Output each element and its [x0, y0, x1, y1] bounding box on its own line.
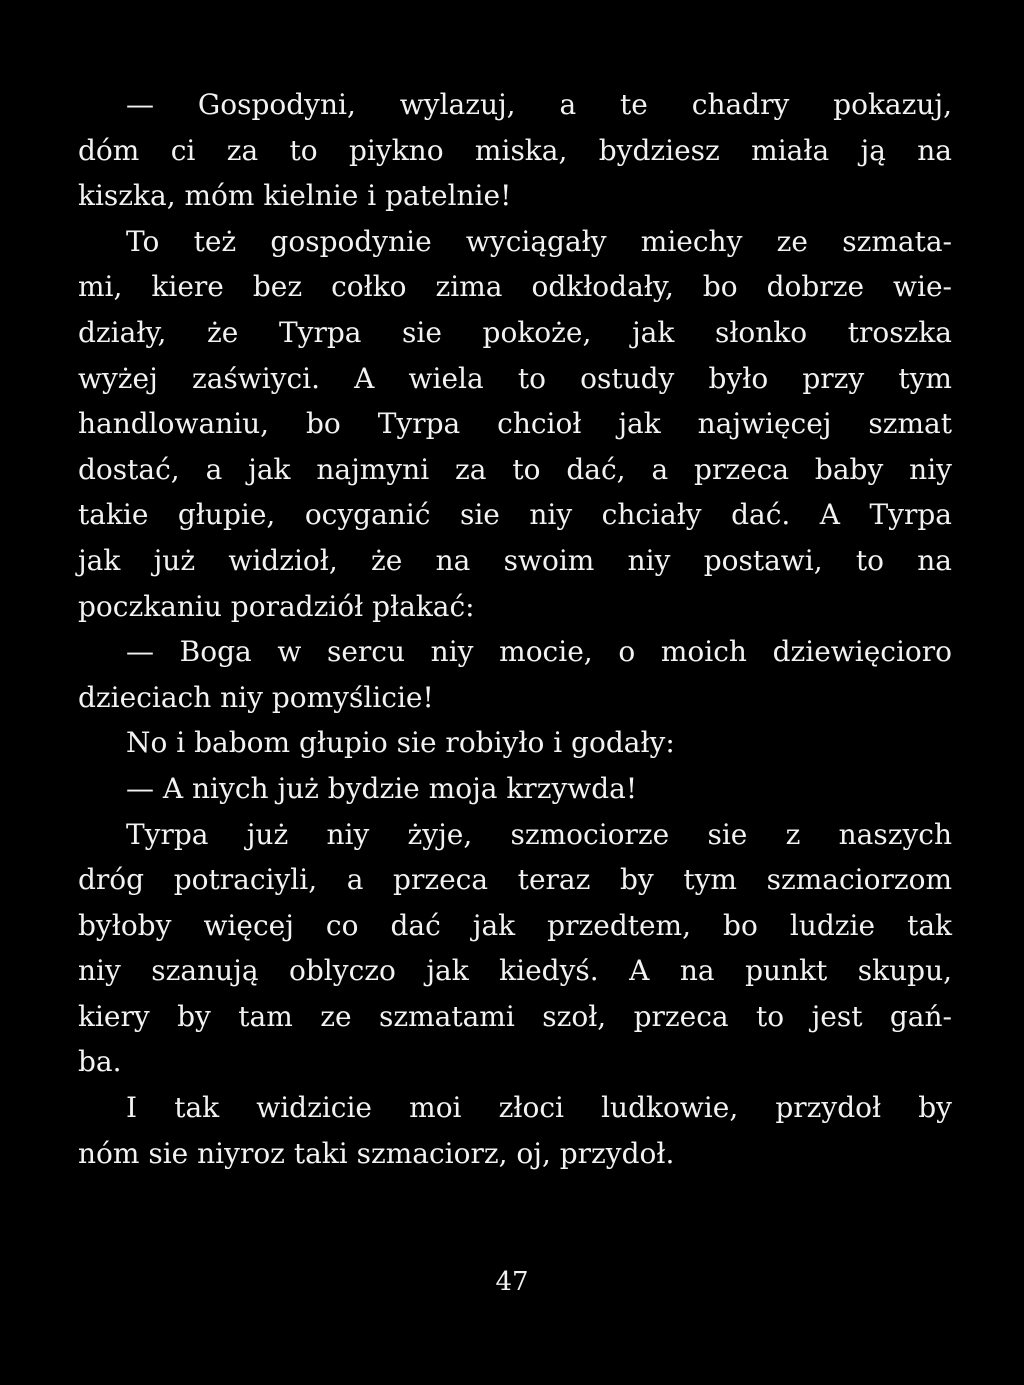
text-line: dóm ci za to piykno miska, bydziesz miała ją na: [78, 133, 952, 167]
text-line: poczkaniu poradziół płakać:: [78, 589, 475, 623]
text-line: takie głupie, ocyganić sie niy chciały dać. A Tyrpa: [78, 498, 952, 532]
text-line: kiszka, móm kielnie i patelnie!: [78, 179, 512, 213]
text-line: To też gospodynie wyciągały miechy ze szmata-: [126, 224, 952, 258]
text-line: dróg potraciyli, a przeca teraz by tym szmaciorzom: [78, 863, 952, 897]
text-line: wyżej zaświyci. A wiela to ostudy było przy tym: [78, 361, 952, 395]
text-line: — A niych już bydzie moja krzywda!: [126, 771, 638, 805]
text-line: I tak widzicie moi złoci ludkowie, przydoł by: [126, 1091, 952, 1125]
text-line: — Gospodyni, wylazuj, a te chadry pokazuj,: [126, 88, 952, 121]
text-line: mi, kiere bez cołko zima odkłodały, bo dobrze wie-: [78, 270, 952, 304]
text-line: nóm sie niyroz taki szmaciorz, oj, przydoł.: [78, 1136, 675, 1170]
text-line: handlowaniu, bo Tyrpa chcioł jak najwięcej szmat: [78, 407, 952, 441]
text-line: niy szanują oblyczo jak kiedyś. A na punkt skupu,: [78, 954, 952, 988]
text-line: Tyrpa już niy żyje, szmociorze sie z naszych: [126, 817, 952, 851]
text-line: dostać, a jak najmyni za to dać, a przeca baby niy: [78, 452, 952, 486]
text-line: działy, że Tyrpa sie pokoże, jak słonko troszka: [78, 315, 952, 349]
text-line: byłoby więcej co dać jak przedtem, bo ludzie tak: [78, 908, 952, 942]
text-line: dzieciach niy pomyślicie!: [78, 680, 434, 714]
text-line: kiery by tam ze szmatami szoł, przeca to jest gań-: [78, 999, 952, 1033]
text-line: ba.: [78, 1045, 122, 1079]
text-line: — Boga w sercu niy mocie, o moich dziewięcioro: [126, 635, 952, 669]
text-line: jak już widzioł, że na swoim niy postawi, to na: [78, 543, 952, 577]
page-number: 47: [495, 1267, 529, 1297]
text-line: No i babom głupio sie robiyło i godały:: [126, 726, 675, 760]
page-text: [78, 82, 952, 1176]
